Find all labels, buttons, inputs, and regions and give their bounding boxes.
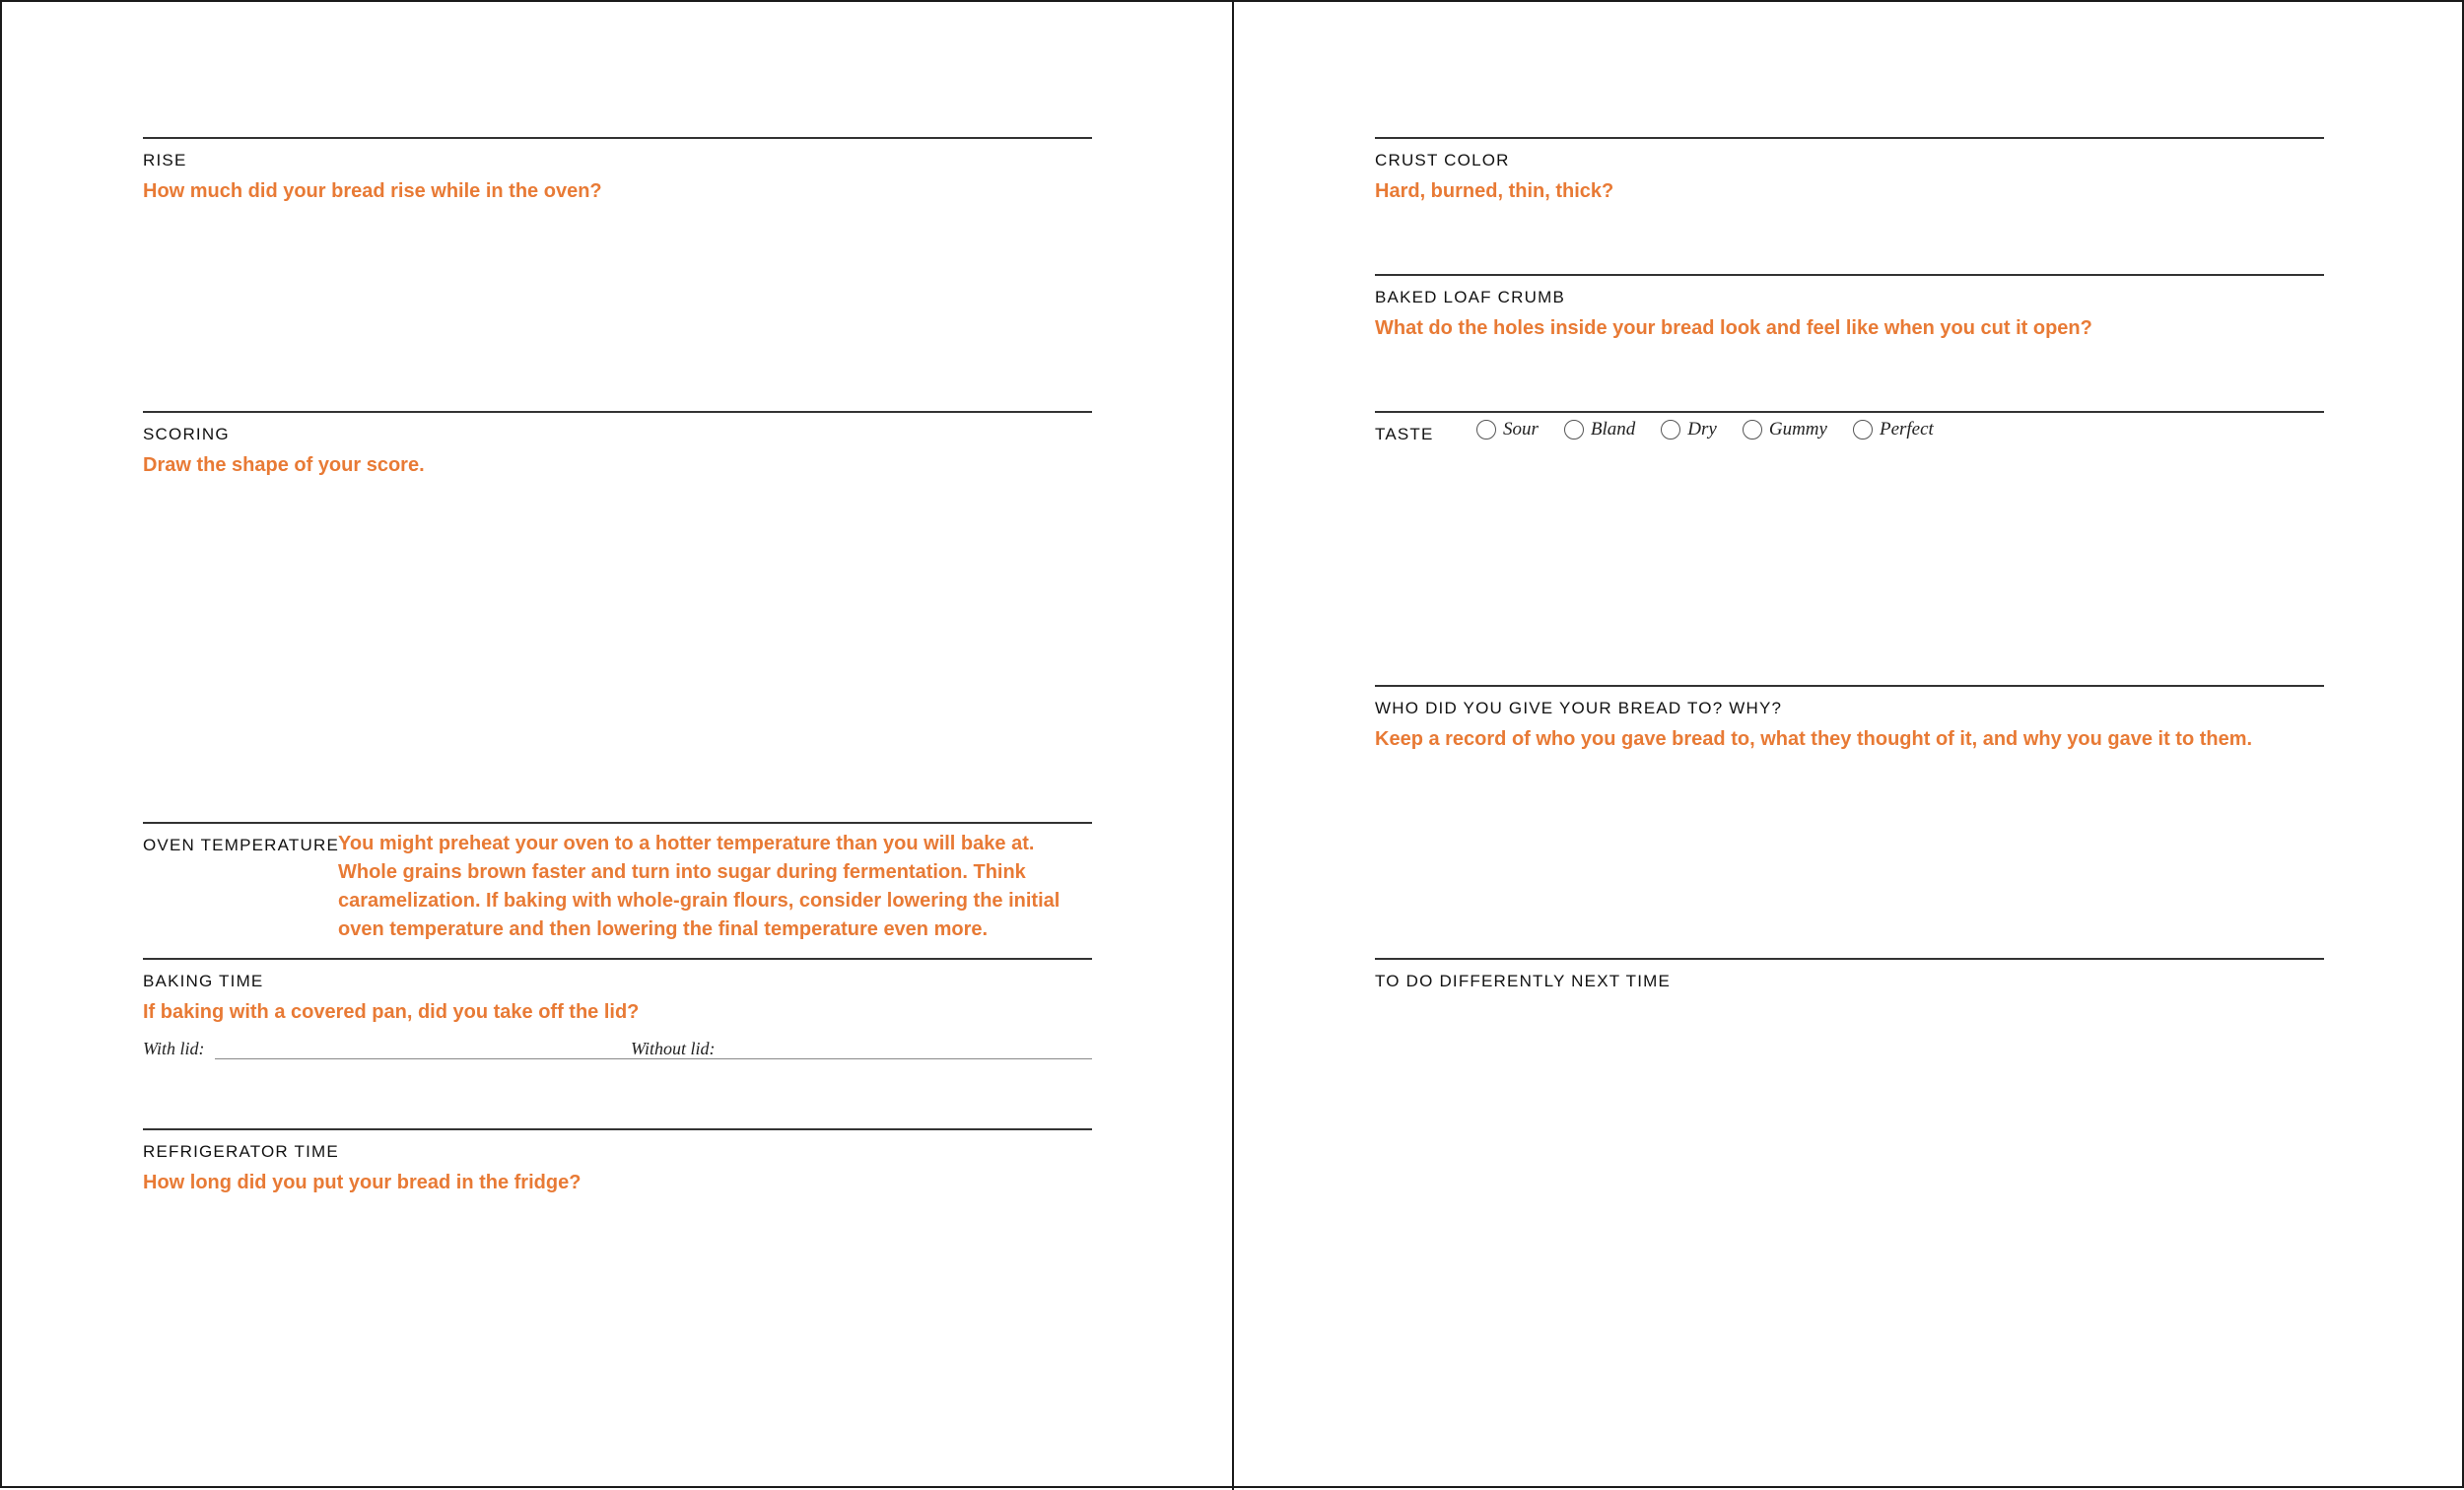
taste-option-dry[interactable]: [1661, 419, 1717, 440]
taste-option-label: Bland: [1590, 419, 1636, 440]
baking-time-prompt: If baking with a covered pan, did you take off the lid?: [143, 1001, 640, 1023]
page-gutter: [1232, 2, 1234, 1490]
who-did-you-give-section: [1375, 685, 2324, 750]
lid-fill-row: [143, 1039, 1092, 1066]
radio-circle-icon[interactable]: [1661, 420, 1680, 440]
taste-option-label: Gummy: [1768, 419, 1827, 440]
taste-option-label: Sour: [1503, 419, 1539, 440]
taste-option-perfect[interactable]: [1853, 419, 1934, 440]
crust-color-prompt: Hard, burned, thin, thick?: [1375, 180, 1614, 202]
who-did-you-give-label: WHO DID YOU GIVE YOUR BREAD TO? WHY?: [1375, 699, 1783, 717]
baked-loaf-crumb-section: [1375, 274, 2324, 339]
refrigerator-time-prompt: How long did you put your bread in the fridge?: [143, 1172, 582, 1193]
baking-time-section: [143, 958, 1092, 1058]
rise-label: RISE: [143, 151, 187, 169]
taste-option-gummy[interactable]: [1743, 419, 1827, 440]
taste-options: [1476, 419, 1959, 440]
radio-circle-icon[interactable]: [1743, 420, 1762, 440]
rise-section: [143, 137, 1092, 202]
taste-option-bland[interactable]: [1564, 419, 1635, 440]
taste-option-label: Perfect: [1879, 419, 1934, 440]
baking-time-label: BAKING TIME: [143, 972, 264, 990]
oven-temperature-label: OVEN TEMPERATURE: [143, 836, 339, 854]
crust-color-label: CRUST COLOR: [1375, 151, 1510, 169]
oven-temperature-section: [143, 822, 1092, 940]
radio-circle-icon[interactable]: [1476, 420, 1496, 440]
baked-loaf-crumb-label: BAKED LOAF CRUMB: [1375, 288, 1566, 306]
without-lid-input-line[interactable]: [727, 1058, 1092, 1059]
to-do-differently-label: TO DO DIFFERENTLY NEXT TIME: [1375, 972, 1672, 990]
with-lid-label: With lid:: [143, 1039, 205, 1058]
baked-loaf-crumb-prompt: What do the holes inside your bread look and feel like when you cut it open?: [1375, 317, 2092, 339]
refrigerator-time-section: [143, 1128, 1092, 1193]
taste-option-sour[interactable]: [1476, 419, 1539, 440]
taste-section: [1375, 411, 2324, 443]
rise-prompt: How much did your bread rise while in the oven?: [143, 180, 602, 202]
to-do-differently-section: [1375, 958, 2324, 990]
who-did-you-give-prompt: Keep a record of who you gave bread to, what they thought of it, and why you gave it to them.: [1375, 728, 2253, 750]
radio-circle-icon[interactable]: [1564, 420, 1584, 440]
scoring-prompt: Draw the shape of your score.: [143, 454, 425, 476]
crust-color-section: [1375, 137, 2324, 202]
oven-temperature-prompt: You might preheat your oven to a hotter temperature than you will bake at. Whole grains brown faster and turn into sugar during fermentation. Think caramelization. If baking with whole-grain flours, consider lowering the initial oven temperature and then lowering the final temperature even more.: [338, 833, 1061, 940]
without-lid-label: Without lid:: [631, 1039, 716, 1058]
refrigerator-time-label: REFRIGERATOR TIME: [143, 1142, 339, 1161]
taste-option-label: Dry: [1687, 419, 1717, 440]
scoring-label: SCORING: [143, 425, 230, 443]
taste-label: TASTE: [1375, 425, 1434, 443]
radio-circle-icon[interactable]: [1853, 420, 1873, 440]
scoring-section: [143, 411, 1092, 476]
